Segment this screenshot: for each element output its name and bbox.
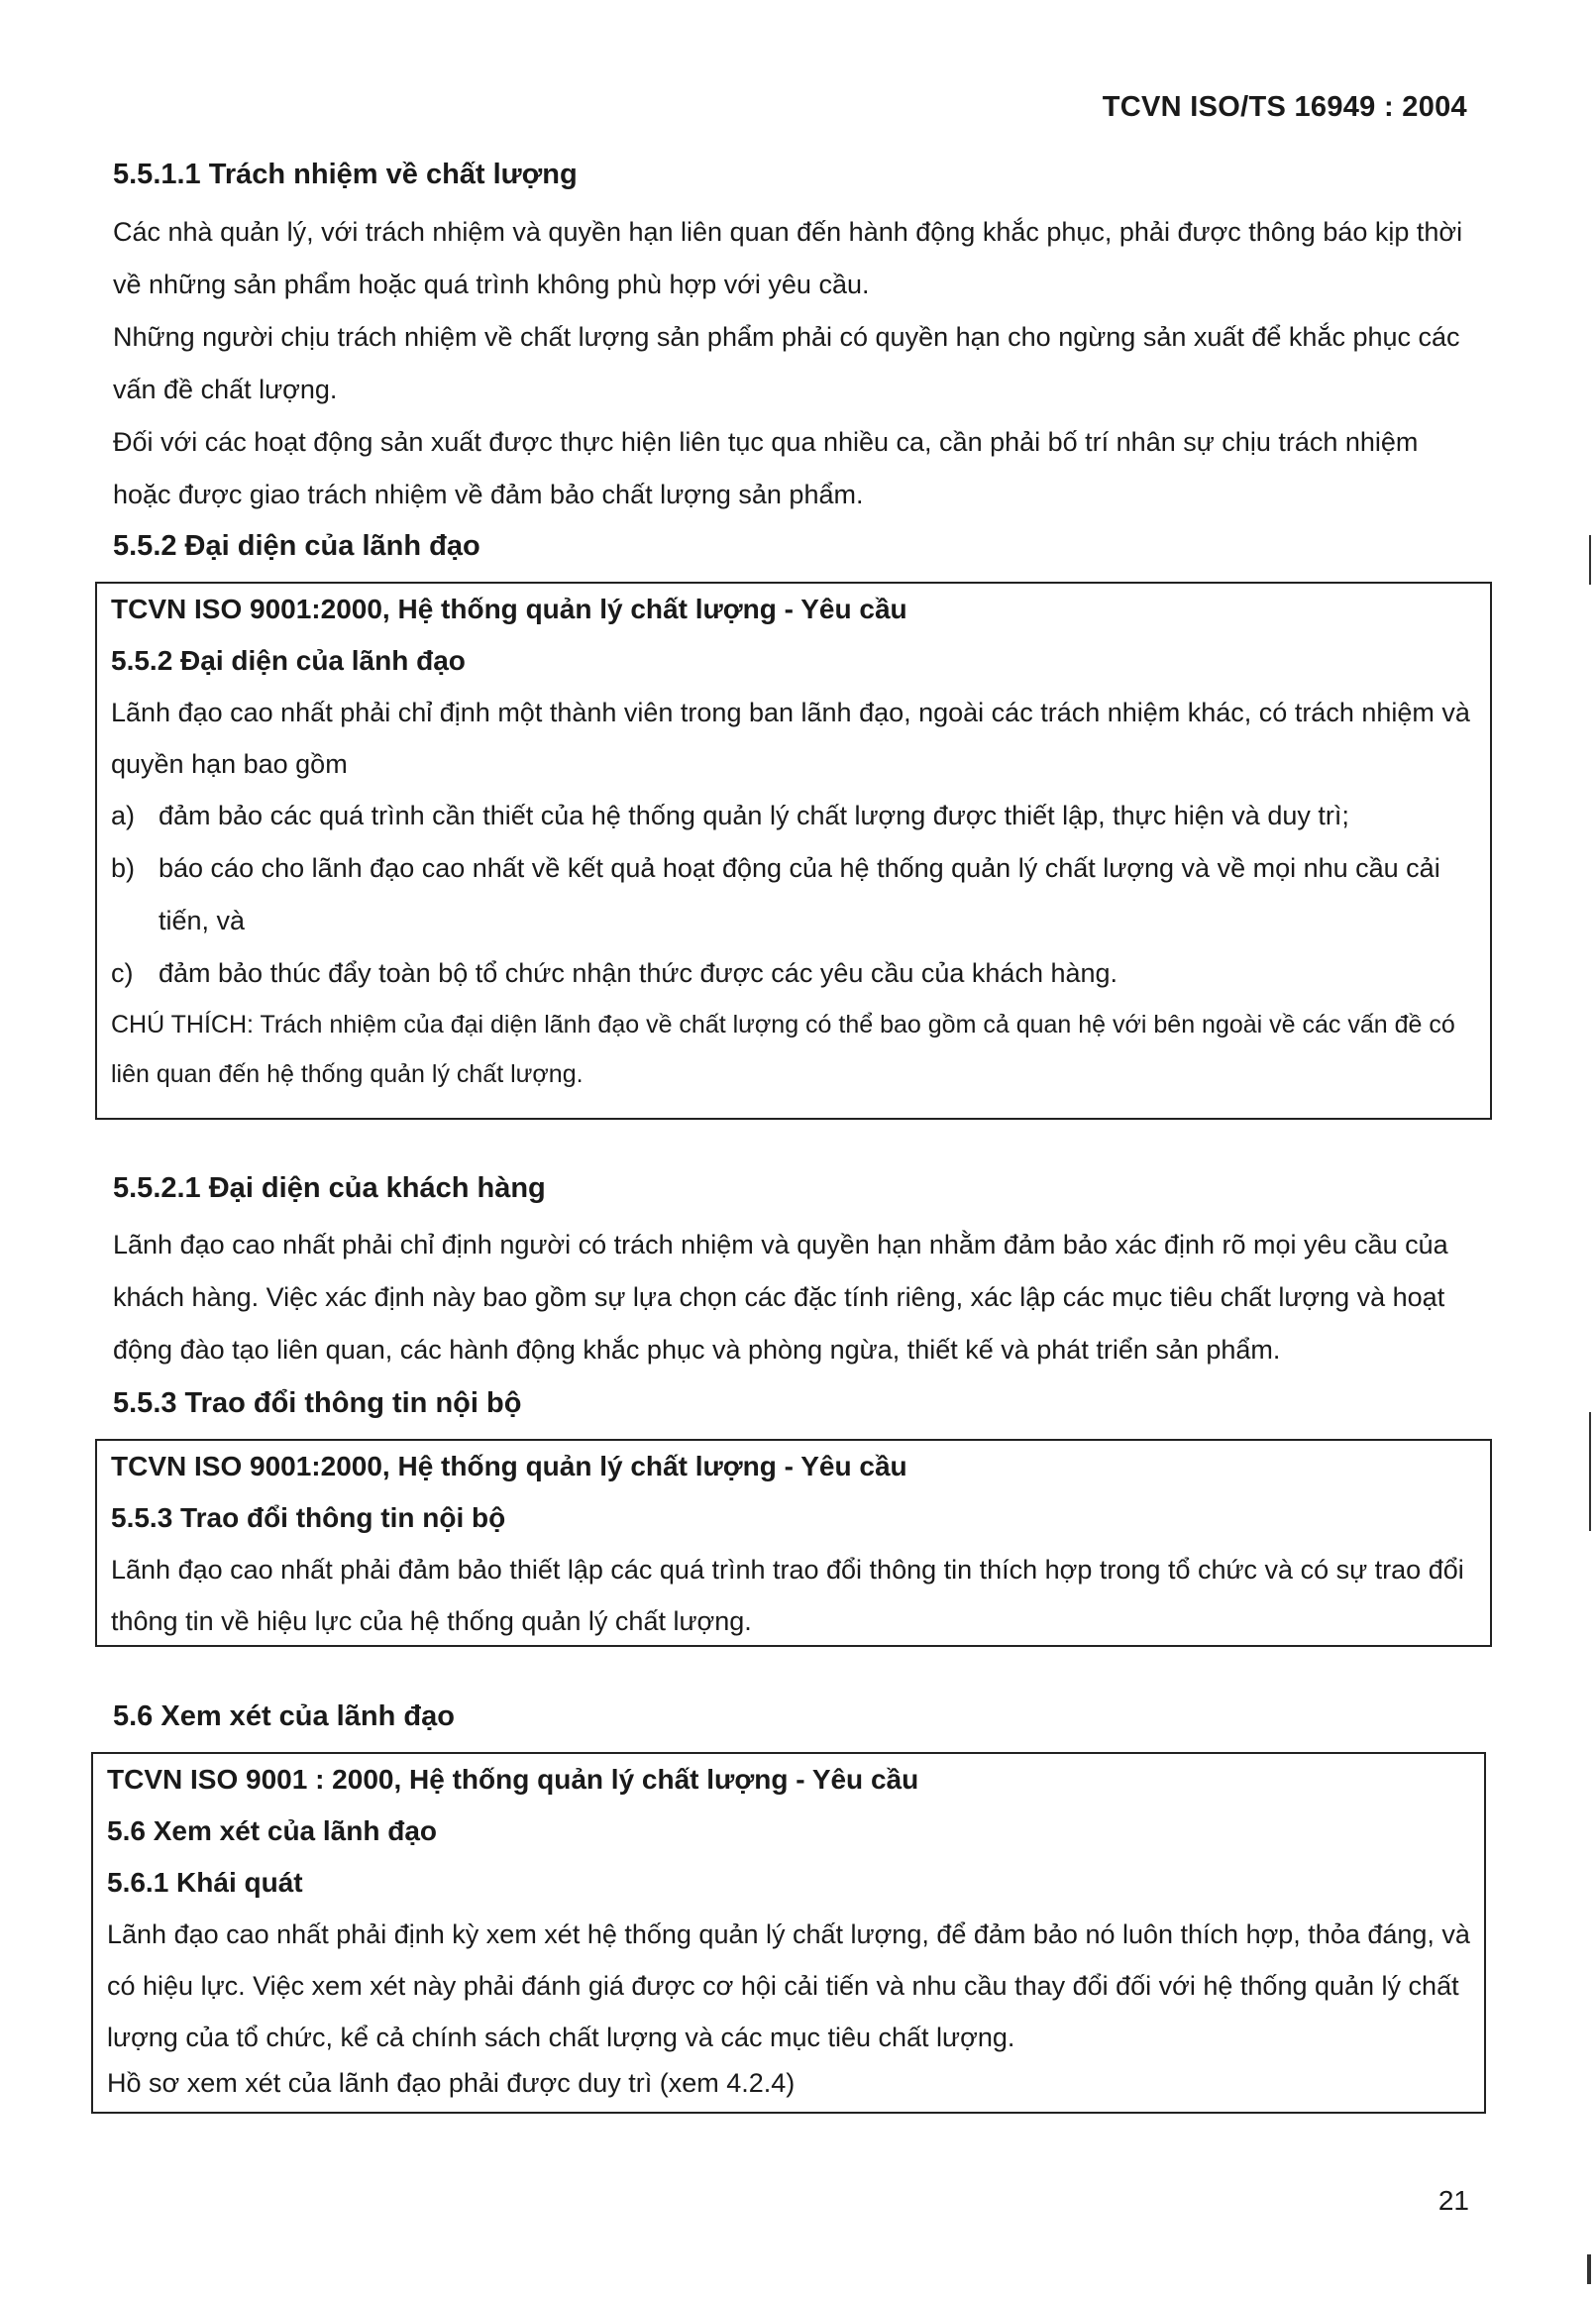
paragraph: Lãnh đạo cao nhất phải chỉ định người có trách nhiệm và quyền hạn nhằm đảm bảo xác định rõ mọi yêu cầu của khách hàng. Việc xác định này bao gồm sự lựa chọn các đặc tính riêng, xác lập các mục tiêu chất lượng và hoạt động đào tạo liên quan, các hành động khắc phục và phòng ngừa, thiết kế và phát triển sản phẩm. — [113, 1230, 1448, 1365]
list-text: báo cáo cho lãnh đạo cao nhất về kết quả hoạt động của hệ thống quản lý chất lượng và về mọi nhu cầu cải tiến, và — [159, 853, 1440, 935]
quote-reference: TCVN ISO 9001:2000, Hệ thống quản lý chất lượng - Yêu cầu — [111, 1451, 907, 1481]
quote-text: Lãnh đạo cao nhất phải định kỳ xem xét hệ thống quản lý chất lượng, để đảm bảo nó luôn thích hợp, thỏa đáng, và có hiệu lực. Việc xem xét này phải đánh giá được cơ hội cải tiến và nhu cầu thay đổi đối với hệ thống quản lý chất lượng của tổ chức, kể cả chính sách chất lượng và các mục tiêu chất lượng. — [107, 1919, 1470, 2052]
heading-5-5-1-1: 5.5.1.1 Trách nhiệm về chất lượng — [113, 159, 578, 190]
scan-artifact — [1589, 535, 1591, 585]
heading-5-6: 5.6 Xem xét của lãnh đạo — [113, 1700, 455, 1732]
quote-reference: TCVN ISO 9001:2000, Hệ thống quản lý chất lượng - Yêu cầu — [111, 594, 907, 624]
scan-artifact — [1587, 2254, 1591, 2284]
scan-artifact — [1589, 1412, 1591, 1531]
quote-text: Lãnh đạo cao nhất phải đảm bảo thiết lập các quá trình trao đổi thông tin thích hợp trong tổ chức và có sự trao đổi thông tin về hiệu lực của hệ thống quản lý chất lượng. — [111, 1555, 1464, 1636]
section-5-5-2-1-body — [113, 1219, 1475, 1376]
quote-subheading: 5.5.3 Trao đổi thông tin nội bộ — [111, 1502, 506, 1533]
heading-5-5-2: 5.5.2 Đại diện của lãnh đạo — [113, 530, 480, 562]
iso-9001-quote-box-5-6 — [91, 1752, 1486, 2114]
paragraph: Đối với các hoạt động sản xuất được thực hiện liên tục qua nhiều ca, cần phải bố trí nhân sự chịu trách nhiệm hoặc được giao trách nhiệm về đảm bảo chất lượng sản phẩm. — [113, 427, 1419, 509]
quote-text: Hồ sơ xem xét của lãnh đạo phải được duy trì (xem 4.2.4) — [107, 2068, 796, 2098]
quote-subheading: 5.6 Xem xét của lãnh đạo — [107, 1815, 438, 1846]
quote-intro: Lãnh đạo cao nhất phải chỉ định một thành viên trong ban lãnh đạo, ngoài các trách nhiệm khác, có trách nhiệm và quyền hạn bao gồm — [111, 698, 1470, 779]
quote-subheading: 5.5.2 Đại diện của lãnh đạo — [111, 645, 466, 676]
list-item — [111, 842, 1476, 947]
page-number: 21 — [1437, 2185, 1469, 2216]
list-text: đảm bảo các quá trình cần thiết của hệ thống quản lý chất lượng được thiết lập, thực hiện và duy trì; — [159, 801, 1349, 830]
list-text: đảm bảo thúc đẩy toàn bộ tổ chức nhận thức được các yêu cầu của khách hàng. — [159, 958, 1118, 988]
heading-5-5-3: 5.5.3 Trao đổi thông tin nội bộ — [113, 1387, 522, 1419]
list-item — [111, 790, 1476, 842]
list-marker: c) — [111, 958, 134, 988]
paragraph: Những người chịu trách nhiệm về chất lượng sản phẩm phải có quyền hạn cho ngừng sản xuất để khắc phục các vấn đề chất lượng. — [113, 322, 1460, 404]
list-marker: b) — [111, 853, 136, 883]
paragraph: Các nhà quản lý, với trách nhiệm và quyền hạn liên quan đến hành động khắc phục, phải được thông báo kịp thời về những sản phẩm hoặc quá trình không phù hợp với yêu cầu. — [113, 217, 1463, 299]
section-5-5-1-1-body — [113, 206, 1470, 521]
list-marker: a) — [111, 801, 136, 830]
standard-code-header: TCVN ISO/TS 16949 : 2004 — [1102, 91, 1467, 123]
quote-subheading: 5.6.1 Khái quát — [107, 1867, 303, 1898]
quote-note: CHÚ THÍCH: Trách nhiệm của đại diện lãnh đạo về chất lượng có thể bao gồm cả quan hệ với bên ngoài về các vấn đề có liên quan đến hệ thống quản lý chất lượng. — [111, 1011, 1455, 1088]
heading-5-5-2-1: 5.5.2.1 Đại diện của khách hàng — [113, 1172, 546, 1204]
list-item — [111, 947, 1476, 1000]
iso-9001-quote-box-5-5-2 — [95, 582, 1492, 1120]
iso-9001-quote-box-5-5-3 — [95, 1439, 1492, 1647]
quote-reference: TCVN ISO 9001 : 2000, Hệ thống quản lý chất lượng - Yêu cầu — [107, 1764, 919, 1795]
